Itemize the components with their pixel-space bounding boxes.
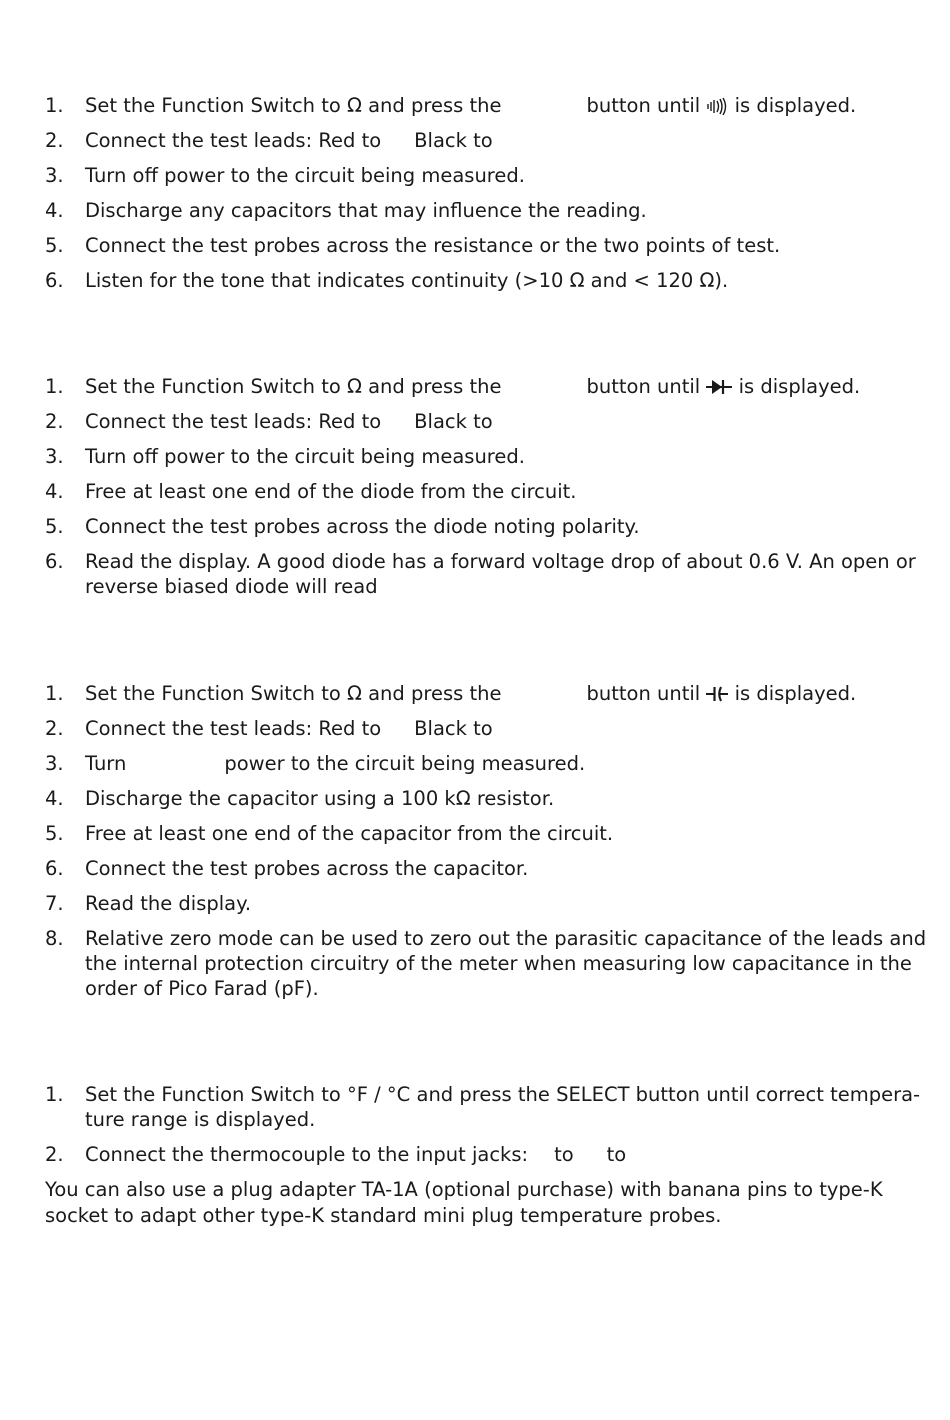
step: 8. Relative zero mode can be used to zero out the parasitic capacitance of the leads and the internal protection circuitry of the meter when measuring low capacitance in the order of Pico Farad (pF). (45, 927, 927, 1000)
step: 2. Connect the test leads: Red to Black to (45, 410, 493, 433)
step-number: 6. (45, 857, 64, 880)
step-number: 2. (45, 717, 64, 740)
step-number: 2. (45, 410, 64, 433)
step: 5. Connect the test probes across the resistance or the two points of test. (45, 234, 781, 257)
step: 2. Connect the thermocouple to the input jacks: to to (45, 1143, 627, 1166)
step-number: 5. (45, 234, 64, 257)
step-number: 4. (45, 787, 64, 810)
capacitor-icon (706, 685, 728, 703)
continuity-steps (45, 93, 945, 303)
step-number: 5. (45, 515, 64, 538)
step: 4. Free at least one end of the diode from the circuit. (45, 480, 577, 503)
step-number: 1. (45, 682, 64, 705)
step-number: 5. (45, 822, 64, 845)
step-number: 2. (45, 129, 64, 152)
step-number: 2. (45, 1143, 64, 1166)
step: 7. Read the display. (45, 892, 252, 915)
diode-icon (706, 378, 732, 396)
step: 1. Set the Function Switch to Ω and press the button until is displayed. (45, 94, 857, 117)
step: 2. Connect the test leads: Red to Black to (45, 717, 493, 740)
temperature-steps (45, 1082, 945, 1229)
step-number: 6. (45, 550, 64, 573)
step-number: 4. (45, 199, 64, 222)
step: 1. Set the Function Switch to Ω and press the button until is displayed. (45, 682, 857, 705)
step-number: 8. (45, 927, 64, 950)
step: 2. Connect the test leads: Red to Black to (45, 129, 493, 152)
step: 6. Read the display. A good diode has a forward voltage drop of about 0.6 V. An open or reverse biased diode will read (45, 550, 916, 598)
step: 3. Turn power to the circuit being measured. (45, 752, 586, 775)
step: 3. Turn off power to the circuit being measured. (45, 164, 525, 187)
step: 5. Connect the test probes across the diode noting polarity. (45, 515, 640, 538)
step-number: 3. (45, 164, 64, 187)
step: 4. Discharge the capacitor using a 100 kΩ resistor. (45, 787, 555, 810)
step-number: 1. (45, 375, 64, 398)
capacitance-steps (45, 681, 945, 1011)
step-number: 6. (45, 269, 64, 292)
diode-steps (45, 374, 945, 609)
step: 6. Listen for the tone that indicates continuity (>10 Ω and < 120 Ω). (45, 269, 729, 292)
step: 4. Discharge any capacitors that may influence the reading. (45, 199, 647, 222)
step: 1. Set the Function Switch to Ω and press the button until is displayed. (45, 375, 861, 398)
step: 3. Turn off power to the circuit being measured. (45, 445, 525, 468)
step-number: 1. (45, 94, 64, 117)
step: 5. Free at least one end of the capacitor from the circuit. (45, 822, 614, 845)
step-number: 3. (45, 752, 64, 775)
adapter-note: You can also use a plug adapter TA-1A (optional purchase) with banana pins to type-K socket to adapt other type-K standard mini plug temperature probes. (45, 1178, 883, 1227)
continuity-beep-icon (706, 97, 728, 115)
step-number: 1. (45, 1083, 64, 1106)
step-number: 3. (45, 445, 64, 468)
step-number: 7. (45, 892, 64, 915)
step: 6. Connect the test probes across the capacitor. (45, 857, 529, 880)
step: 1. Set the Function Switch to °F / °C and press the SELECT button until correct tempera-ture range is displayed. (45, 1083, 921, 1131)
step-number: 4. (45, 480, 64, 503)
